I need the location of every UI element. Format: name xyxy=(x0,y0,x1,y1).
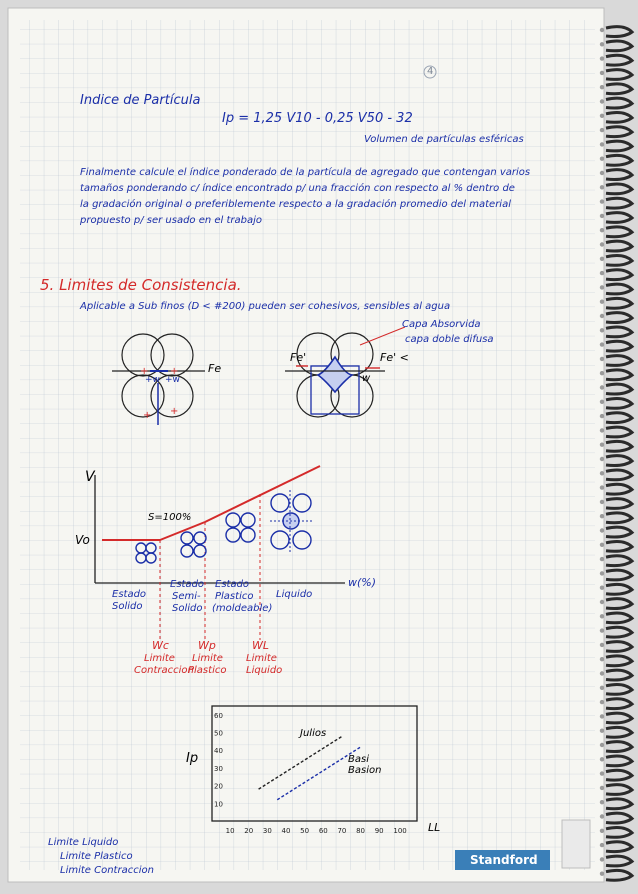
spiral-hole xyxy=(600,786,604,790)
spiral-ring xyxy=(606,213,632,223)
state-liquido: Liquido xyxy=(276,589,313,600)
spiral-ring xyxy=(606,842,632,852)
state-plastico-3: (moldeable) xyxy=(212,603,273,614)
state-plastico-2: Plastico xyxy=(215,591,254,602)
state-solido-1: Estado xyxy=(112,589,147,600)
spiral-ring xyxy=(606,112,632,122)
state-plastico-1: Estado xyxy=(215,579,250,590)
spiral-hole xyxy=(600,257,604,261)
state-semisolido-2: Semi- xyxy=(172,591,201,602)
chart-annotation-basi: Basi xyxy=(348,754,369,765)
spiral-hole xyxy=(600,199,604,203)
spiral-hole xyxy=(600,28,604,32)
graph-vo-label: Vo xyxy=(75,533,90,547)
spiral-hole xyxy=(600,42,604,46)
spiral-ring xyxy=(606,370,632,380)
spiral-hole xyxy=(600,714,604,718)
spiral-ring xyxy=(606,155,632,165)
spiral-hole xyxy=(600,56,604,60)
limit-wp: Wp xyxy=(198,639,216,652)
spiral-ring xyxy=(606,198,632,208)
spiral-ring xyxy=(606,499,632,509)
x-tick-label: 90 xyxy=(374,827,384,835)
spiral-hole xyxy=(600,99,604,103)
spiral-hole xyxy=(600,128,604,132)
spiral-hole xyxy=(600,400,604,404)
limit-liquido-1: Limite xyxy=(246,653,277,664)
spiral-hole xyxy=(600,357,604,361)
spiral-ring xyxy=(606,27,632,37)
spiral-ring xyxy=(606,813,632,823)
section-title: 5. Limites de Consistencia. xyxy=(40,276,242,294)
x-tick-label: 70 xyxy=(337,827,347,835)
spiral-ring xyxy=(606,785,632,795)
spiral-hole xyxy=(600,571,604,575)
paragraph-line-4: propuesto p/ ser usado en el trabajo xyxy=(80,215,263,226)
footer-line-2: Limite Plastico xyxy=(60,851,133,862)
spiral-hole xyxy=(600,543,604,547)
spiral-hole xyxy=(600,614,604,618)
spiral-hole xyxy=(600,700,604,704)
capa-doble-label: capa doble difusa xyxy=(405,334,494,345)
x-tick-label: 20 xyxy=(244,827,254,835)
intro-line: Aplicable a Sub finos (D < #200) pueden ser cohesivos, sensibles al agua xyxy=(80,301,451,312)
spiral-ring xyxy=(606,255,632,265)
spiral-ring xyxy=(606,127,632,137)
spiral-hole xyxy=(600,485,604,489)
graph-w-axis-label: w(%) xyxy=(348,576,377,589)
weight-label: w xyxy=(362,373,371,384)
spiral-hole xyxy=(600,242,604,246)
limit-contraccion-2: Contraccion xyxy=(134,665,194,676)
limit-wc: Wc xyxy=(152,639,169,652)
spiral-hole xyxy=(600,643,604,647)
y-tick-label: 10 xyxy=(214,800,223,809)
heading-particulas: Indice de Partícula xyxy=(80,93,201,108)
spiral-hole xyxy=(600,457,604,461)
spiral-ring xyxy=(606,241,632,251)
spiral-hole xyxy=(600,285,604,289)
limit-wl: WL xyxy=(252,639,270,652)
spiral-ring xyxy=(606,270,632,280)
grid-area xyxy=(20,20,595,870)
spiral-ring xyxy=(606,441,632,451)
spiral-hole xyxy=(600,628,604,632)
spiral-ring xyxy=(606,827,632,837)
state-solido-2: Solido xyxy=(112,601,143,612)
spiral-ring xyxy=(606,770,632,780)
spiral-hole xyxy=(600,157,604,161)
spiral-ring xyxy=(606,398,632,408)
spiral-hole xyxy=(600,829,604,833)
x-tick-label: 60 xyxy=(318,827,328,835)
spiral-ring xyxy=(606,298,632,308)
spiral-hole xyxy=(600,342,604,346)
force-fe-label: Fe xyxy=(208,362,222,375)
state-semisolido-1: Estado xyxy=(170,579,205,590)
spiral-hole xyxy=(600,686,604,690)
spiral-ring xyxy=(606,627,632,637)
limit-plastico-1: Limite xyxy=(192,653,223,664)
force-fe2-label: Fe' < xyxy=(380,351,409,364)
spiral-hole xyxy=(600,671,604,675)
y-tick-label: 50 xyxy=(214,729,223,738)
spiral-hole xyxy=(600,271,604,275)
brand-name: Standford xyxy=(470,853,538,867)
spiral-hole xyxy=(600,414,604,418)
spiral-hole xyxy=(600,729,604,733)
formula-note: Volumen de partículas esféricas xyxy=(364,134,524,145)
spiral-ring xyxy=(606,656,632,666)
spiral-ring xyxy=(606,98,632,108)
spiral-ring xyxy=(606,799,632,809)
svg-text:+w: +w xyxy=(145,375,160,385)
y-tick-label: 20 xyxy=(214,782,223,791)
spiral-ring xyxy=(606,484,632,494)
svg-text:+: + xyxy=(143,410,152,421)
spiral-ring xyxy=(606,642,632,652)
paragraph-line-2: tamaños ponderando c/ índice encontrado p/ una fracción con respecto al % dentro de xyxy=(80,183,515,194)
spiral-ring xyxy=(606,584,632,594)
spiral-ring xyxy=(606,427,632,437)
spiral-hole xyxy=(600,528,604,532)
spiral-hole xyxy=(600,872,604,876)
limit-contraccion-1: Limite xyxy=(144,653,175,664)
spiral-ring xyxy=(606,713,632,723)
y-tick-label: 30 xyxy=(214,764,223,773)
spiral-hole xyxy=(600,371,604,375)
chart-annotation-basion: Basion xyxy=(348,765,382,776)
spiral-hole xyxy=(600,428,604,432)
spiral-ring xyxy=(606,384,632,394)
spiral-ring xyxy=(606,699,632,709)
spiral-ring xyxy=(606,470,632,480)
svg-text:+: + xyxy=(140,366,149,377)
spiral-hole xyxy=(600,657,604,661)
footer-line-3: Limite Contraccion xyxy=(60,865,154,876)
spiral-ring xyxy=(606,570,632,580)
spiral-hole xyxy=(600,114,604,118)
limit-liquido-2: Liquido xyxy=(246,665,283,676)
spiral-ring xyxy=(606,327,632,337)
spiral-hole xyxy=(600,300,604,304)
x-tick-label: 40 xyxy=(281,827,291,835)
spiral-hole xyxy=(600,586,604,590)
spiral-hole xyxy=(600,385,604,389)
spiral-ring xyxy=(606,341,632,351)
x-tick-label: 80 xyxy=(356,827,366,835)
spiral-hole xyxy=(600,71,604,75)
spiral-ring xyxy=(606,727,632,737)
spiral-ring xyxy=(606,284,632,294)
limit-plastico-2: Plastico xyxy=(188,665,227,676)
spiral-ring xyxy=(606,70,632,80)
spiral-ring xyxy=(606,513,632,523)
force-fe1-label: Fe' xyxy=(290,351,307,364)
spiral-hole xyxy=(600,328,604,332)
spiral-binding xyxy=(600,27,632,881)
chart-annotation-julios: Julios xyxy=(300,728,327,739)
spiral-hole xyxy=(600,85,604,89)
spiral-hole xyxy=(600,771,604,775)
spiral-ring xyxy=(606,556,632,566)
x-tick-label: 50 xyxy=(300,827,310,835)
spiral-hole xyxy=(600,514,604,518)
spiral-hole xyxy=(600,185,604,189)
spiral-ring xyxy=(606,356,632,366)
spiral-hole xyxy=(600,557,604,561)
spiral-hole xyxy=(600,500,604,504)
spiral-ring xyxy=(606,84,632,94)
x-tick-label: 10 xyxy=(225,827,235,835)
spiral-ring xyxy=(606,742,632,752)
paragraph-line-3: la gradación original o preferiblemente respecto a la gradación promedio del material xyxy=(80,199,511,210)
spiral-ring xyxy=(606,684,632,694)
svg-text:+w: +w xyxy=(165,375,180,385)
spiral-ring xyxy=(606,313,632,323)
spiral-hole xyxy=(600,743,604,747)
spiral-hole xyxy=(600,314,604,318)
spiral-hole xyxy=(600,228,604,232)
spiral-hole xyxy=(600,471,604,475)
spiral-ring xyxy=(606,856,632,866)
spiral-ring xyxy=(606,613,632,623)
paragraph-line-1: Finalmente calcule el índice ponderado de la partícula de agregado que contengan varios xyxy=(80,167,531,178)
spiral-hole xyxy=(600,600,604,604)
corner-box xyxy=(562,820,590,868)
spiral-ring xyxy=(606,55,632,65)
chart-xlabel: LL xyxy=(428,821,441,834)
y-tick-label: 40 xyxy=(214,747,223,756)
spiral-ring xyxy=(606,456,632,466)
spiral-hole xyxy=(600,800,604,804)
svg-text:+: + xyxy=(170,406,179,417)
spiral-ring xyxy=(606,41,632,51)
y-tick-label: 60 xyxy=(214,711,223,720)
spiral-ring xyxy=(606,141,632,151)
spiral-hole xyxy=(600,757,604,761)
spiral-ring xyxy=(606,227,632,237)
spiral-hole xyxy=(600,171,604,175)
chart-ylabel: Ip xyxy=(186,751,199,766)
spiral-ring xyxy=(606,170,632,180)
state-semisolido-3: Solido xyxy=(172,603,203,614)
spiral-hole xyxy=(600,843,604,847)
spiral-ring xyxy=(606,527,632,537)
spiral-ring xyxy=(606,413,632,423)
spiral-ring xyxy=(606,870,632,880)
svg-text:+: + xyxy=(170,366,179,377)
spiral-ring xyxy=(606,599,632,609)
page-number: 4 xyxy=(427,66,434,77)
footer-line-1: Limite Liquido xyxy=(48,837,119,848)
spiral-hole xyxy=(600,142,604,146)
spiral-ring xyxy=(606,184,632,194)
spiral-hole xyxy=(600,857,604,861)
spiral-hole xyxy=(600,443,604,447)
graph-v-label: V xyxy=(85,469,95,485)
spiral-ring xyxy=(606,541,632,551)
graph-s100-label: S=100% xyxy=(148,512,192,523)
spiral-hole xyxy=(600,214,604,218)
formula: Ip = 1,25 V10 - 0,25 V50 - 32 xyxy=(222,111,413,126)
spiral-ring xyxy=(606,756,632,766)
capa-absorvida-label: Capa Absorvida xyxy=(402,319,481,330)
spiral-ring xyxy=(606,670,632,680)
x-tick-label: 30 xyxy=(262,827,272,835)
x-tick-label: 100 xyxy=(393,827,407,835)
spiral-hole xyxy=(600,814,604,818)
